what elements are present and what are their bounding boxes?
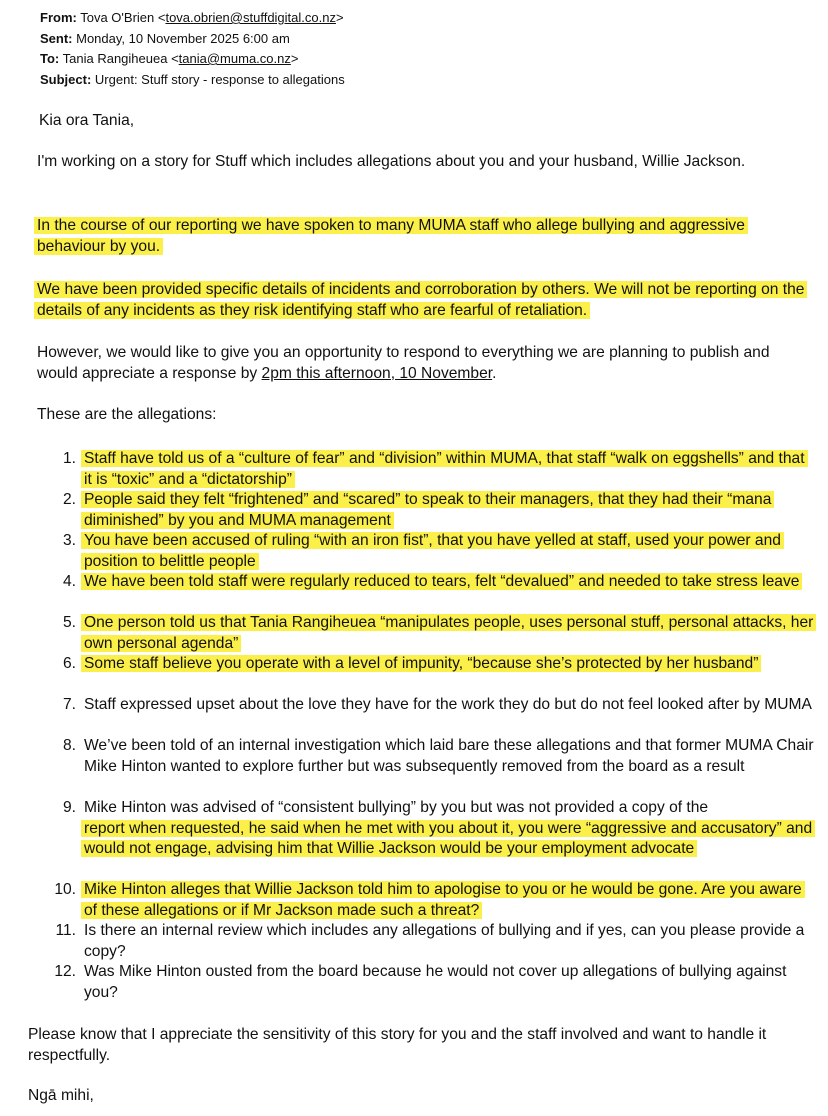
list-item: One person told us that Tania Rangiheuea “manipulates people, uses personal stuff, personal attacks, her own personal agenda” [84, 613, 814, 654]
greeting: Kia ora Tania, [39, 112, 135, 129]
list-item: Is there an internal review which includes any allegations of bullying and if yes, can you please provide a copy? [84, 922, 805, 960]
email-header [40, 8, 345, 90]
highlight-details: We have been provided specific details of incidents and corroboration by others. We will not be reporting on the details of any incidents as they risk identifying staff who are fearful of retaliation. [34, 281, 807, 319]
list-item: You have been accused of ruling “with an iron fist”, that you have yelled at staff, used your power and position to belittle people [84, 531, 814, 572]
paragraph-details [37, 280, 813, 321]
sent-line: Sent: Monday, 10 November 2025 6:00 am [40, 30, 290, 46]
list-number: 6. [62, 655, 76, 672]
list-number: 12. [54, 963, 76, 980]
list-number: 10. [54, 881, 76, 898]
list-item: People said they felt “frightened” and “scared” to speak to their managers, that they had their “mana diminished” by you and MUMA management [84, 490, 814, 531]
sent-value: Monday, 10 November 2025 6:00 am [76, 30, 290, 46]
to-email-link[interactable]: tania@muma.co.nz [178, 51, 291, 66]
signoff: Ngā mihi, [28, 1087, 94, 1104]
list-number: 2. [62, 491, 76, 508]
list-item: Staff have told us of a “culture of fear” and “division” within MUMA, that staff “walk on eggshells” and that it is “toxic” and a “dictatorship” [84, 449, 814, 490]
paragraph-intro: I'm working on a story for Stuff which includes allegations about you and your husband, Willie Jackson. [37, 153, 746, 170]
list-item: Mike Hinton alleges that Willie Jackson told him to apologise to you or he would be gone. Are you aware of these allegations or if Mr Jackson made such a threat? [84, 880, 814, 921]
highlight-reporting: In the course of our reporting we have spoken to many MUMA staff who allege bullying and aggressive behaviour by you. [34, 217, 748, 255]
closing-paragraph: Please know that I appreciate the sensitivity of this story for you and the staff involved and want to handle it respectfully. [28, 1026, 767, 1064]
list-number: 8. [62, 737, 76, 754]
list-item: Mike Hinton was advised of “consistent bullying” by you but was not provided a copy of the report when requested, he said when he met with you about it, you were “aggressive and accusatory” and would not engage, advising him that Willie Jackson would be your employment advocate [84, 798, 814, 860]
paragraph-reporting [37, 216, 797, 257]
list-number: 4. [62, 573, 76, 590]
list-number: 11. [55, 922, 76, 939]
list-number: 7. [62, 696, 76, 713]
subject-line: Subject: Urgent: Stuff story - response to allegations [40, 71, 345, 87]
list-number: 9. [62, 799, 76, 816]
deadline: 2pm this afternoon, 10 November [261, 364, 493, 382]
list-number: 1. [62, 450, 76, 467]
list-item: Was Mike Hinton ousted from the board because he would not cover up allegations of bullying against you? [84, 963, 787, 1001]
list-item: We have been told staff were regularly reduced to tears, felt “devalued” and needed to take stress leave [84, 572, 814, 593]
to-line: To: Tania Rangiheuea <tania@muma.co.nz> [40, 51, 299, 66]
to-name: Tania Rangiheuea [62, 51, 168, 66]
allegations-intro: These are the allegations: [37, 406, 217, 423]
list-item: Staff expressed upset about the love they have for the work they do but do not feel looked after by MUMA [84, 696, 812, 713]
list-item: Some staff believe you operate with a level of impunity, “because she’s protected by her husband” [84, 654, 814, 675]
from-line: From: Tova O'Brien <tova.obrien@stuffdigital.co.nz> [40, 10, 344, 25]
list-number: 5. [62, 614, 76, 631]
paragraph-response-request: However, we would like to give you an opportunity to respond to everything we are planning to publish and would appreciate a response by 2pm this afternoon, 10 November. [37, 344, 770, 382]
list-number: 3. [62, 532, 76, 549]
from-email-link[interactable]: tova.obrien@stuffdigital.co.nz [165, 10, 336, 25]
from-name: Tova O'Brien [80, 10, 155, 25]
subject-value: Urgent: Stuff story - response to allegations [94, 71, 345, 87]
list-item: We’ve been told of an internal investigation which laid bare these allegations and that former MUMA Chair Mike Hinton wanted to explore further but was subsequently removed from the board as a result [84, 737, 814, 775]
